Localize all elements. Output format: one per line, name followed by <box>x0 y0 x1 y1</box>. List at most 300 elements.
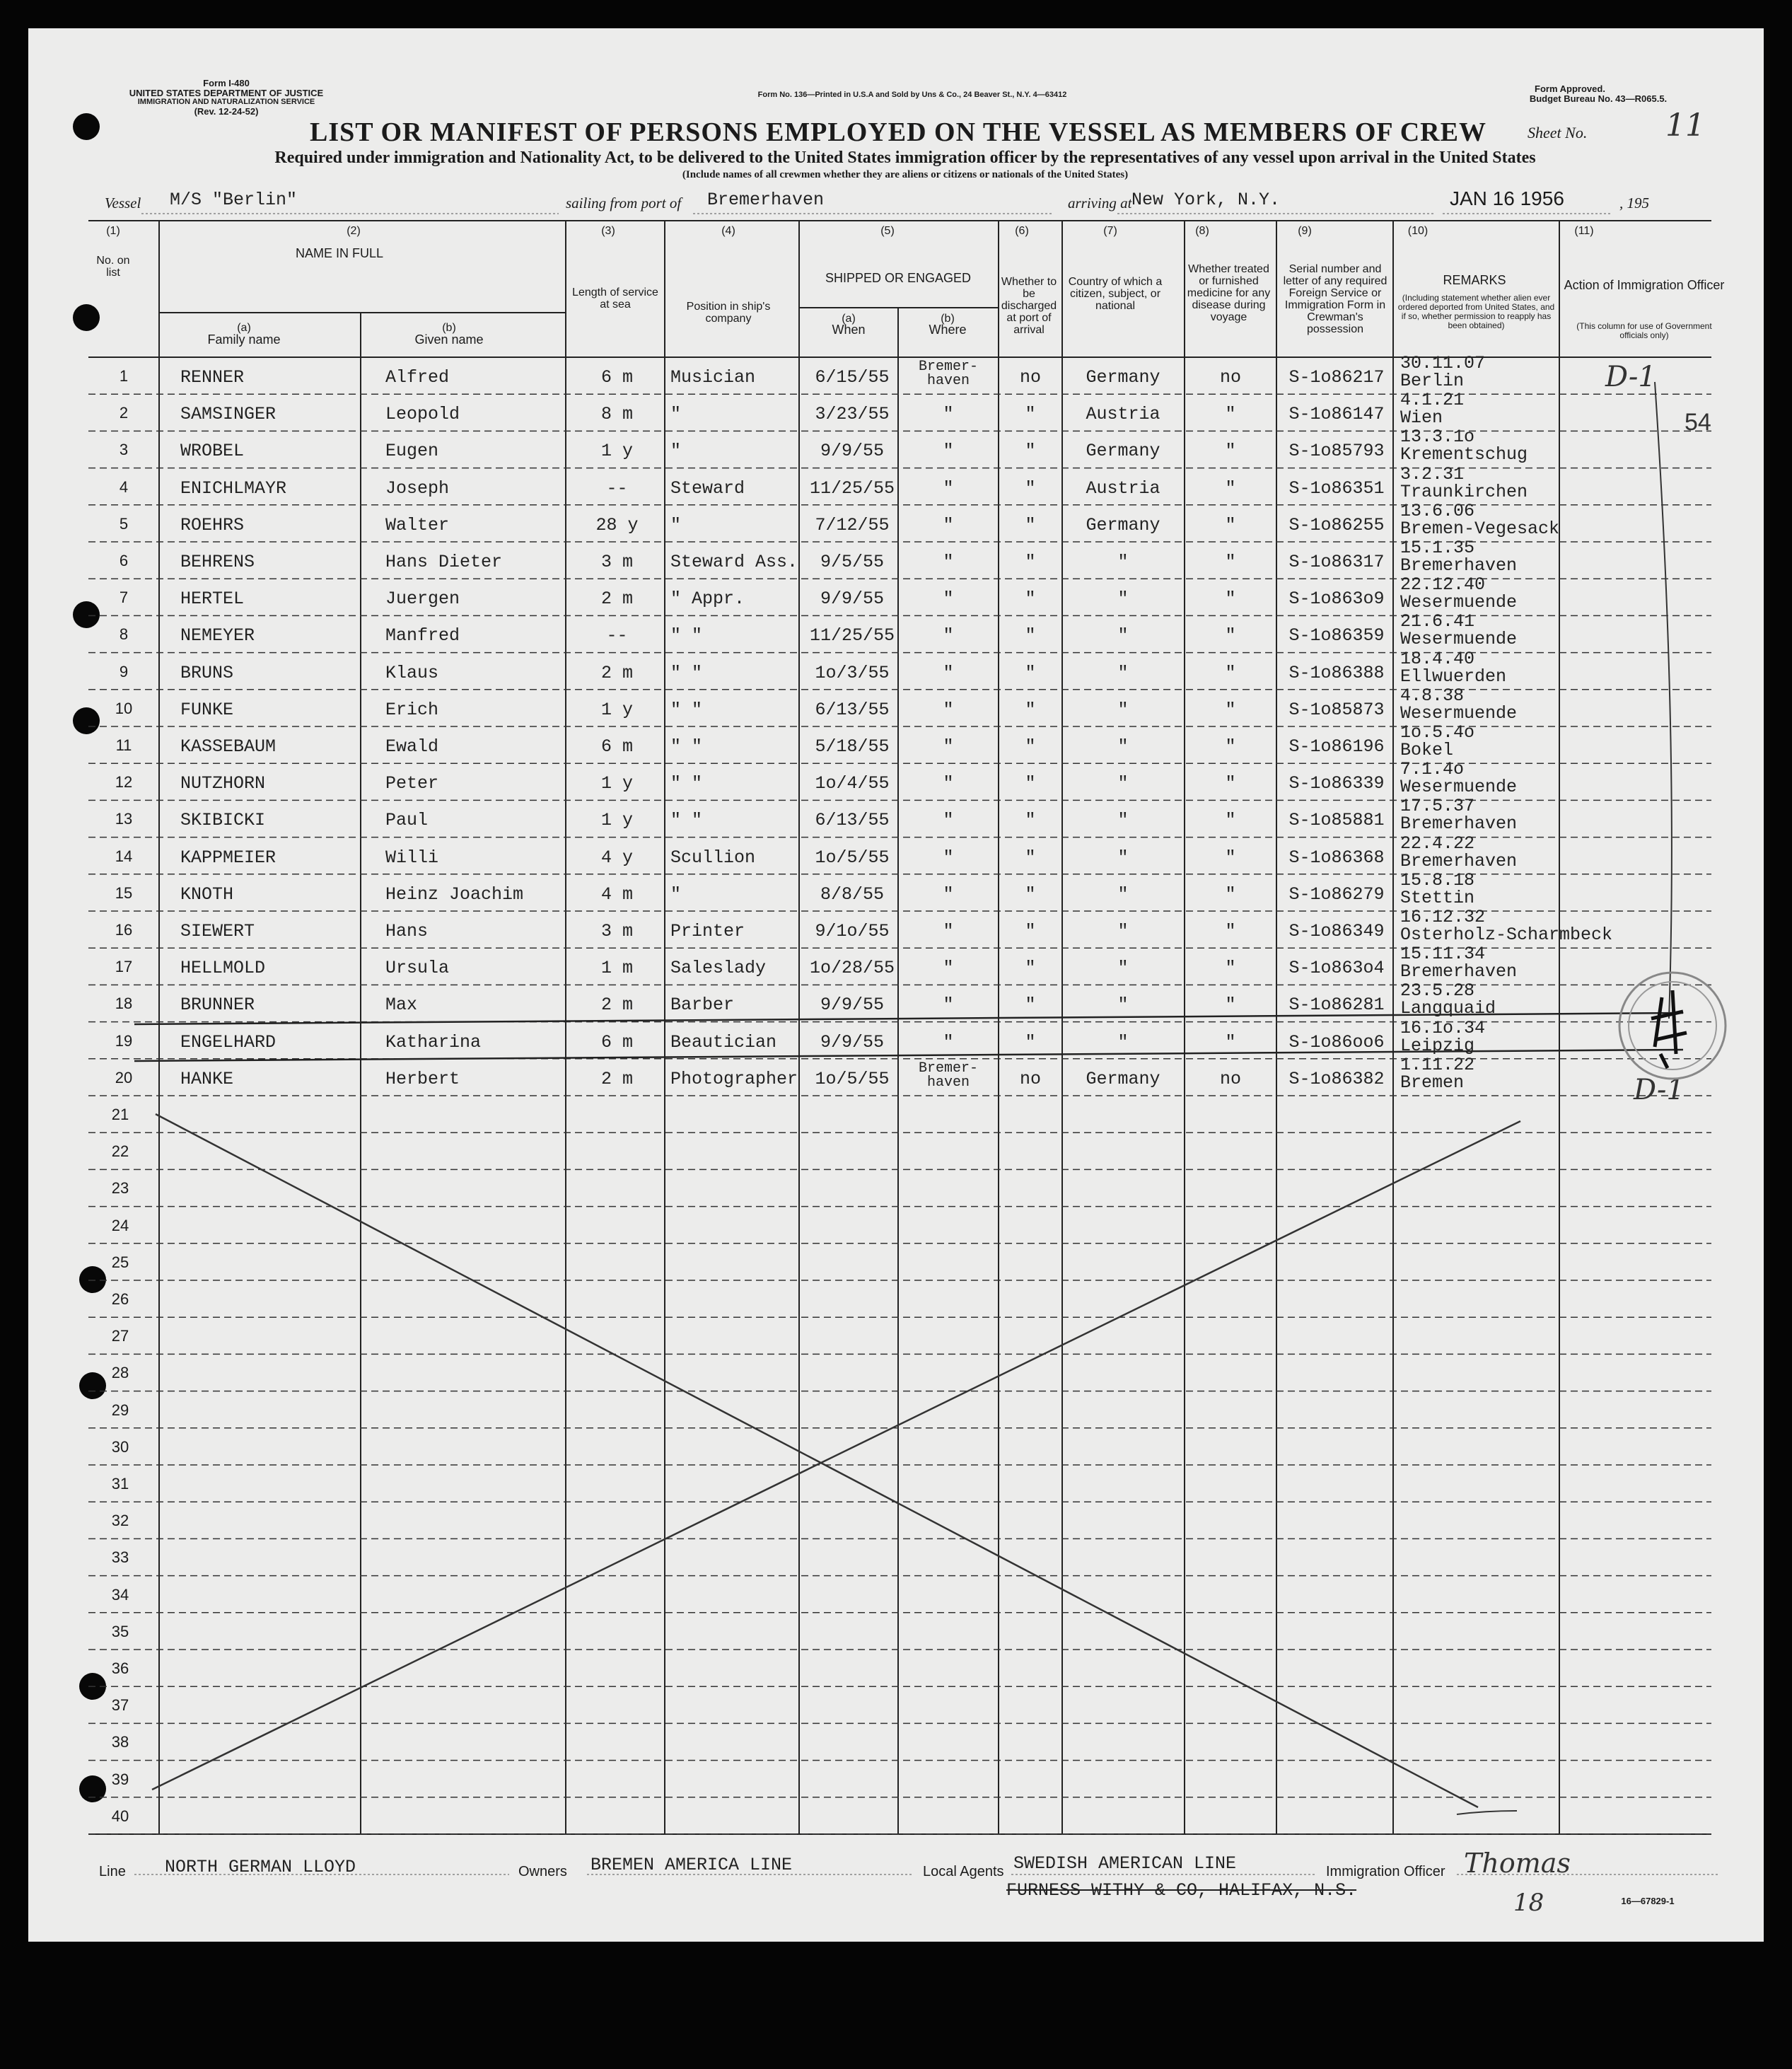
remark-birth-place: Bremerhaven <box>1400 961 1518 983</box>
header-remarks-note: (Including statement whether alien ever ordered deported from United States, and if so, whether permission to reapply has been obtained) <box>1397 293 1555 330</box>
medicine: " <box>1225 589 1236 610</box>
row-number: 14 <box>115 847 133 865</box>
shipped-where: " <box>943 810 954 831</box>
row-number: 16 <box>115 921 133 939</box>
length-of-service: 8 m <box>600 404 633 425</box>
row-number: 27 <box>111 1327 129 1345</box>
discharged: " <box>1025 995 1036 1016</box>
medicine: " <box>1225 625 1236 647</box>
shipped-when: 1o/3/55 <box>815 662 890 683</box>
shipped-when: 9/5/55 <box>820 552 884 572</box>
discharged: " <box>1025 773 1036 794</box>
shipped-when: 5/18/55 <box>815 736 890 757</box>
remark-birth-date: 23.5.28 <box>1400 980 1475 1002</box>
remark-birth-date: 18.4.40 <box>1400 648 1475 669</box>
row-number: 2 <box>119 404 129 422</box>
serial-number: S-1o86317 <box>1288 552 1385 572</box>
shipped-where: Bremer-haven <box>918 1061 978 1090</box>
family-name: SKIBICKI <box>180 810 266 831</box>
remark-birth-place: Stettin <box>1400 887 1475 908</box>
position: " <box>670 514 682 535</box>
country: " <box>1117 773 1129 794</box>
position: " <box>670 404 682 425</box>
remark-birth-date: 4.8.38 <box>1400 685 1465 706</box>
position: Barber <box>670 995 735 1016</box>
remark-birth-place: Bremen <box>1400 1072 1465 1093</box>
position: Saleslady <box>670 958 767 979</box>
family-name: FUNKE <box>180 699 234 720</box>
d1-annotation-top: D-1 <box>1605 361 1656 393</box>
given-name: Max <box>385 995 418 1016</box>
row-number: 24 <box>111 1216 129 1234</box>
manifest-sheet <box>28 28 1764 1942</box>
serial-number: S-1o86147 <box>1288 404 1385 425</box>
medicine: " <box>1225 662 1236 683</box>
revision: (Rev. 12-24-52) <box>194 106 259 117</box>
row-number: 35 <box>111 1622 129 1640</box>
family-name: BRUNS <box>180 662 234 683</box>
col-num: (8) <box>1195 225 1209 237</box>
department: UNITED STATES DEPARTMENT OF JUSTICE <box>129 88 324 98</box>
col-num: (1) <box>106 225 120 237</box>
medicine: " <box>1225 773 1236 794</box>
row-number: 17 <box>115 958 133 976</box>
d1-annotation-bottom: D-1 <box>1634 1074 1685 1106</box>
country: " <box>1117 662 1129 683</box>
shipped-where: Bremer-haven <box>918 360 978 388</box>
shipped-when: 8/8/55 <box>820 883 884 905</box>
row-number: 39 <box>111 1770 129 1788</box>
serial-number: S-1o86196 <box>1288 736 1385 757</box>
col-num: (10) <box>1407 225 1429 237</box>
remark-birth-date: 1o.5.4o <box>1400 722 1475 743</box>
arrival-port: New York, N.Y. <box>1131 190 1281 210</box>
position: Beautician <box>670 1031 777 1053</box>
position: Steward Ass. <box>670 552 798 572</box>
header-position: Position in ship's company <box>686 301 771 325</box>
medicine: " <box>1225 404 1236 425</box>
medicine: " <box>1225 810 1236 831</box>
length-of-service: 3 m <box>600 921 633 941</box>
footer-agents: SWEDISH AMERICAN LINE <box>1013 1853 1237 1874</box>
footer-agents-struck: FURNESS WITHY & CO, HALIFAX, N.S. <box>1006 1880 1357 1901</box>
row-number: 33 <box>111 1548 129 1567</box>
col-num: (7) <box>1103 225 1117 237</box>
side-number: 54 <box>1685 409 1711 436</box>
shipped-when: 9/1o/55 <box>815 921 890 941</box>
arriving-label: arriving at <box>1068 195 1132 211</box>
row-number: 8 <box>119 625 129 644</box>
family-name: BEHRENS <box>180 552 255 572</box>
serial-number: S-1o86349 <box>1288 921 1385 941</box>
footer-owners-label: Owners <box>518 1864 567 1879</box>
row-number: 26 <box>111 1290 129 1308</box>
remark-birth-date: 17.5.37 <box>1400 796 1475 817</box>
remark-birth-date: 13.6.06 <box>1400 500 1475 521</box>
row-number: 12 <box>115 773 133 792</box>
family-name: KAPPMEIER <box>180 847 277 868</box>
row-number: 11 <box>115 736 132 754</box>
budget-bureau: Budget Bureau No. 43—R065.5. <box>1529 93 1668 104</box>
shipped-where: " <box>943 589 954 610</box>
family-name: NUTZHORN <box>180 773 266 794</box>
row-number: 30 <box>111 1437 129 1456</box>
remark-birth-place: Krementschug <box>1400 444 1528 465</box>
discharged: no <box>1019 1068 1041 1089</box>
given-name: Peter <box>385 773 439 794</box>
officer-signature: Thomas <box>1464 1848 1571 1879</box>
position: " " <box>670 662 703 683</box>
medicine: " <box>1225 514 1236 535</box>
serial-number: S-1o85873 <box>1288 699 1385 720</box>
remark-birth-place: Wien <box>1400 407 1443 429</box>
given-name: Klaus <box>385 662 439 683</box>
country: " <box>1117 995 1129 1016</box>
shipped-when: 11/25/55 <box>809 477 895 499</box>
medicine: no <box>1219 367 1241 388</box>
position: Steward <box>670 477 745 499</box>
discharged: " <box>1025 589 1036 610</box>
discharged: " <box>1025 514 1036 535</box>
family-name: ROEHRS <box>180 514 245 535</box>
shipped-where: " <box>943 662 954 683</box>
shipped-when: 9/9/55 <box>820 995 884 1016</box>
remark-birth-place: Leipzig <box>1400 1035 1475 1056</box>
family-name: RENNER <box>180 367 245 388</box>
header-medicine: Whether treated or furnished medicine for any disease during voyage <box>1187 263 1271 323</box>
family-name: KASSEBAUM <box>180 736 277 757</box>
subtitle: Required under immigration and Nationality Act, to be delivered to the United States immigration officer by the representatives of any vessel upon arrival in the United States <box>274 149 1536 167</box>
length-of-service: 3 m <box>600 552 633 572</box>
country: Germany <box>1086 367 1160 388</box>
discharged: " <box>1025 810 1036 831</box>
remark-birth-date: 1.11.22 <box>1400 1054 1475 1075</box>
shipped-where: " <box>943 625 954 647</box>
given-name: Heinz Joachim <box>385 883 524 905</box>
header-family-sub: (a) <box>237 322 251 334</box>
position: " " <box>670 773 703 794</box>
serial-number: S-1o86281 <box>1288 995 1385 1016</box>
serial-number: S-1o86oo6 <box>1288 1031 1385 1053</box>
position: Photographer <box>670 1068 798 1089</box>
given-name: Erich <box>385 699 439 720</box>
row-number: 18 <box>115 995 133 1013</box>
remark-birth-place: Wesermuende <box>1400 629 1518 650</box>
header-no: No. on list <box>96 255 130 279</box>
row-number: 20 <box>115 1068 133 1086</box>
shipped-where: " <box>943 441 954 462</box>
row-number: 6 <box>119 552 129 569</box>
arrival-date: JAN 16 1956 <box>1450 187 1564 209</box>
vessel-label: Vessel <box>105 195 141 211</box>
discharged: " <box>1025 883 1036 905</box>
header-given: Given name <box>414 332 484 347</box>
row-number: 23 <box>111 1179 129 1198</box>
serial-number: S-1o86351 <box>1288 477 1385 499</box>
shipped-where: " <box>943 552 954 572</box>
family-name: ENGELHARD <box>180 1031 277 1053</box>
medicine: " <box>1225 699 1236 720</box>
family-name: HELLMOLD <box>180 958 266 979</box>
length-of-service: 6 m <box>600 736 633 757</box>
country: " <box>1117 736 1129 757</box>
row-number: 1 <box>119 367 129 385</box>
remark-birth-place: Bremerhaven <box>1400 555 1518 576</box>
length-of-service: 28 y <box>595 514 639 535</box>
discharged: " <box>1025 625 1036 647</box>
header-remarks: REMARKS <box>1443 273 1506 287</box>
row-number: 29 <box>111 1401 129 1419</box>
country: " <box>1117 625 1129 647</box>
country: " <box>1117 883 1129 905</box>
discharged: " <box>1025 1031 1036 1053</box>
shipped-where: " <box>943 404 954 425</box>
medicine: no <box>1219 1068 1241 1089</box>
position: Printer <box>670 921 745 941</box>
shipped-when: 11/25/55 <box>809 625 895 647</box>
shipped-when: 9/9/55 <box>820 589 884 610</box>
shipped-where: " <box>943 995 954 1016</box>
serial-number: S-1o86339 <box>1288 773 1385 794</box>
header-country: Country of which a citizen, subject, or national <box>1068 276 1163 312</box>
serial-number: S-1o85793 <box>1288 441 1385 462</box>
sailing-label: sailing from port of <box>566 195 682 211</box>
medicine: " <box>1225 958 1236 979</box>
family-name: HANKE <box>180 1068 234 1089</box>
given-name: Manfred <box>385 625 460 647</box>
header-serial: Serial number and letter of any required Foreign Service or Immigration Form in Crewman's possession <box>1283 263 1387 335</box>
family-name: HERTEL <box>180 589 245 610</box>
length-of-service: -- <box>606 625 628 647</box>
shipped-where: " <box>943 1031 954 1053</box>
sheet-label: Sheet No. <box>1528 124 1588 141</box>
remark-birth-place: Berlin <box>1400 371 1465 391</box>
family-name: ENICHLMAYR <box>180 477 287 499</box>
length-of-service: 2 m <box>600 1068 633 1089</box>
remark-birth-place: Wesermuende <box>1400 702 1518 724</box>
country: Germany <box>1086 1068 1160 1089</box>
medicine: " <box>1225 995 1236 1016</box>
header-name: NAME IN FULL <box>295 246 384 260</box>
shipped-where: " <box>943 736 954 757</box>
col-num: (2) <box>347 225 361 237</box>
footer-code: 16—67829-1 <box>1621 1896 1675 1906</box>
header-family: Family name <box>207 332 281 347</box>
length-of-service: -- <box>606 477 628 499</box>
shipped-where: " <box>943 477 954 499</box>
header-length: Length of service at sea <box>572 286 658 311</box>
header-shipped: SHIPPED OR ENGAGED <box>825 271 972 285</box>
col-num: (5) <box>880 225 895 237</box>
year-suffix: , 195 <box>1619 195 1649 211</box>
country: " <box>1117 958 1129 979</box>
row-number: 10 <box>115 699 133 717</box>
shipped-where: " <box>943 847 954 868</box>
shipped-when: 1o/5/55 <box>815 1068 890 1089</box>
length-of-service: 2 m <box>600 589 633 610</box>
discharged: " <box>1025 847 1036 868</box>
discharged: " <box>1025 921 1036 941</box>
bottom-number: 18 <box>1513 1889 1544 1917</box>
country: " <box>1117 589 1129 610</box>
given-name: Hans <box>385 921 429 941</box>
row-number: 25 <box>111 1253 129 1271</box>
length-of-service: 6 m <box>600 1031 633 1053</box>
remark-birth-date: 16.12.32 <box>1400 907 1486 927</box>
header-when-sub: (a) <box>842 313 856 325</box>
remark-birth-place: Bremen-Vegesack <box>1400 518 1560 539</box>
shipped-when: 7/12/55 <box>815 514 890 535</box>
remark-birth-place: Ellwuerden <box>1400 666 1507 687</box>
remark-birth-date: 13.3.1o <box>1400 427 1475 448</box>
row-number: 15 <box>115 883 133 902</box>
remark-birth-date: 4.1.21 <box>1400 390 1465 411</box>
family-name: SAMSINGER <box>180 404 277 425</box>
position: " Appr. <box>670 589 745 610</box>
position: Musician <box>670 367 756 388</box>
length-of-service: 6 m <box>600 367 633 388</box>
position: " <box>670 883 682 905</box>
remark-birth-place: Traunkirchen <box>1400 481 1528 502</box>
row-number: 22 <box>111 1142 129 1161</box>
serial-number: S-1o86388 <box>1288 662 1385 683</box>
medicine: " <box>1225 477 1236 499</box>
serial-number: S-1o86382 <box>1288 1068 1385 1089</box>
medicine: " <box>1225 552 1236 572</box>
given-name: Juergen <box>385 589 460 610</box>
header-where-sub: (b) <box>941 313 955 325</box>
header-discharged: Whether to be discharged at port of arrival <box>1001 276 1057 336</box>
vessel-name: M/S "Berlin" <box>170 190 298 210</box>
remark-birth-place: Wesermuende <box>1400 592 1518 613</box>
given-name: Ewald <box>385 736 439 757</box>
given-name: Joseph <box>385 477 450 499</box>
remark-birth-date: 15.1.35 <box>1400 538 1475 558</box>
form-approved: Form Approved. <box>1535 83 1605 94</box>
position: Scullion <box>670 847 756 868</box>
country: " <box>1117 1031 1129 1053</box>
length-of-service: 2 m <box>600 662 633 683</box>
length-of-service: 4 m <box>600 883 633 905</box>
country: " <box>1117 552 1129 572</box>
service: IMMIGRATION AND NATURALIZATION SERVICE <box>137 98 315 106</box>
remark-birth-date: 21.6.41 <box>1400 611 1475 632</box>
medicine: " <box>1225 1031 1236 1053</box>
position: " " <box>670 736 703 757</box>
discharged: " <box>1025 699 1036 720</box>
row-number: 3 <box>119 441 129 459</box>
row-number: 21 <box>111 1106 129 1123</box>
shipped-when: 1o/5/55 <box>815 847 890 868</box>
row-number: 34 <box>111 1585 129 1604</box>
col-num: (6) <box>1015 225 1029 237</box>
header-action: Action of Immigration Officer <box>1564 278 1725 292</box>
position: " " <box>670 625 703 647</box>
row-number: 40 <box>111 1807 129 1825</box>
family-name: KNOTH <box>180 883 234 905</box>
length-of-service: 4 y <box>600 847 633 868</box>
position: " " <box>670 810 703 831</box>
shipped-when: 1o/28/55 <box>809 958 895 979</box>
col-num: (3) <box>601 225 615 237</box>
shipped-where: " <box>943 958 954 979</box>
sheet-number: 11 <box>1665 108 1705 144</box>
length-of-service: 1 y <box>600 699 633 720</box>
serial-number: S-1o85881 <box>1288 810 1385 831</box>
header-when: When <box>832 323 866 337</box>
serial-number: S-1o86217 <box>1288 367 1385 388</box>
remark-birth-date: 3.2.31 <box>1400 463 1465 485</box>
country: Austria <box>1086 404 1160 425</box>
header-action-note: (This column for use of Government officials only) <box>1576 321 1712 340</box>
given-name: Katharina <box>385 1031 482 1053</box>
length-of-service: 2 m <box>600 995 633 1016</box>
row-number: 7 <box>119 589 129 607</box>
discharged: " <box>1025 441 1036 462</box>
given-name: Herbert <box>385 1068 460 1089</box>
country: Germany <box>1086 514 1160 535</box>
row-number: 32 <box>111 1512 129 1530</box>
length-of-service: 1 m <box>600 958 633 979</box>
medicine: " <box>1225 883 1236 905</box>
length-of-service: 1 y <box>600 810 633 831</box>
serial-number: S-1o863o4 <box>1288 958 1385 979</box>
row-number: 31 <box>111 1475 129 1493</box>
given-name: Alfred <box>385 367 450 388</box>
given-name: Paul <box>385 810 429 831</box>
page-title: LIST OR MANIFEST OF PERSONS EMPLOYED ON THE VESSEL AS MEMBERS OF CREW <box>310 117 1486 147</box>
country: Austria <box>1086 477 1160 499</box>
shipped-when: 9/9/55 <box>820 1031 884 1053</box>
row-number: 38 <box>111 1733 129 1751</box>
family-name: NEMEYER <box>180 625 255 647</box>
header-given-sub: (b) <box>442 322 456 334</box>
family-name: WROBEL <box>180 441 245 462</box>
medicine: " <box>1225 921 1236 941</box>
discharged: " <box>1025 477 1036 499</box>
remark-birth-date: 15.8.18 <box>1400 869 1475 891</box>
footer-owners: BREMEN AMERICA LINE <box>590 1855 793 1875</box>
remark-birth-place: Langquaid <box>1400 998 1496 1019</box>
given-name: Walter <box>385 514 450 535</box>
remark-birth-place: Bokel <box>1400 740 1454 760</box>
remark-birth-place: Osterholz-Scharmbeck <box>1400 925 1613 945</box>
remark-birth-date: 22.4.22 <box>1400 833 1475 854</box>
row-number: 4 <box>119 477 129 496</box>
shipped-when: 1o/4/55 <box>815 773 890 794</box>
remark-birth-place: Wesermuende <box>1400 777 1518 798</box>
shipped-when: 6/13/55 <box>815 699 890 720</box>
country: " <box>1117 699 1129 720</box>
medicine: " <box>1225 441 1236 462</box>
shipped-where: " <box>943 773 954 794</box>
remark-birth-date: 7.1.4o <box>1400 759 1465 780</box>
country: " <box>1117 847 1129 868</box>
discharged: " <box>1025 552 1036 572</box>
length-of-service: 1 y <box>600 441 633 462</box>
shipped-when: 9/9/55 <box>820 441 884 462</box>
col-num: (4) <box>721 225 735 237</box>
remark-birth-date: 30.11.07 <box>1400 353 1486 373</box>
footer-officer-label: Immigration Officer <box>1326 1864 1445 1879</box>
discharged: " <box>1025 736 1036 757</box>
given-name: Willi <box>385 847 439 868</box>
shipped-when: 6/15/55 <box>815 367 890 388</box>
row-number: 37 <box>111 1696 129 1715</box>
country: " <box>1117 810 1129 831</box>
given-name: Ursula <box>385 958 450 979</box>
shipped-where: " <box>943 883 954 905</box>
